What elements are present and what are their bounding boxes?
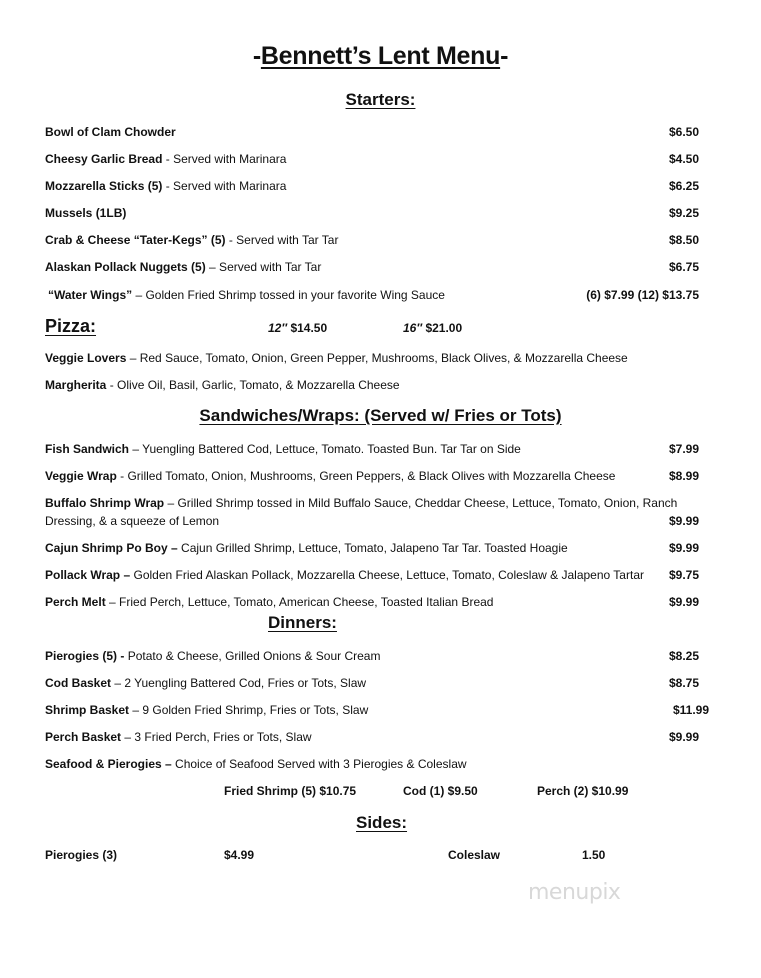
section-heading-sandwiches: Sandwiches/Wraps: (Served w/ Fries or Tots) bbox=[199, 406, 562, 425]
section-heading-dinners: Dinners: bbox=[268, 613, 337, 632]
menu-item: Mussels (1LB) bbox=[45, 206, 127, 220]
menu-item: Bowl of Clam Chowder bbox=[45, 125, 176, 139]
menu-item: Cod Basket – 2 Yuengling Battered Cod, Fries or Tots, Slaw bbox=[45, 676, 367, 690]
section-heading-pizza: Pizza: bbox=[45, 316, 97, 336]
menu-item: Alaskan Pollack Nuggets (5) – Served with Tar Tar bbox=[45, 260, 322, 274]
item-price: $11.99 bbox=[672, 703, 709, 717]
item-price: $8.75 bbox=[668, 676, 699, 690]
menu-item: Mozzarella Sticks (5) - Served with Marinara bbox=[45, 179, 287, 193]
item-price: $9.99 bbox=[668, 541, 699, 555]
menu-item: Pierogies (5) - Potato & Cheese, Grilled Onions & Sour Cream bbox=[45, 649, 381, 663]
menu-item: Pollack Wrap – Golden Fried Alaskan Pollack, Mozzarella Cheese, Lettuce, Tomato, Coleslaw & Jalapeno Tartar bbox=[45, 568, 644, 582]
section-heading-sides: Sides: bbox=[356, 813, 408, 832]
item-price: $9.99 bbox=[668, 595, 699, 609]
item-price: $8.50 bbox=[668, 233, 699, 247]
item-price: $9.25 bbox=[668, 206, 699, 220]
menu-item: Crab & Cheese “Tater-Kegs” (5) - Served with Tar Tar bbox=[45, 233, 339, 247]
menu-item: Perch Basket – 3 Fried Perch, Fries or Tots, Slaw bbox=[45, 730, 312, 744]
item-price: (6) $7.99 (12) $13.75 bbox=[586, 288, 699, 302]
menu-item: Shrimp Basket – 9 Golden Fried Shrimp, Fries or Tots, Slaw bbox=[45, 703, 369, 717]
side-item-price: 1.50 bbox=[582, 848, 606, 862]
item-price: $9.75 bbox=[668, 568, 699, 582]
seafood-option: Cod (1) $9.50 bbox=[403, 784, 478, 798]
menu-item: Margherita - Olive Oil, Basil, Garlic, Tomato, & Mozzarella Cheese bbox=[45, 378, 400, 392]
item-price: $7.99 bbox=[668, 442, 699, 456]
pizza-price-12: 12″ $14.50 bbox=[268, 321, 328, 335]
menu-item: “Water Wings” – Golden Fried Shrimp tossed in your favorite Wing Sauce bbox=[48, 288, 445, 302]
item-price: $8.99 bbox=[668, 469, 699, 483]
item-price: $9.99 bbox=[668, 730, 699, 744]
menu-item: Seafood & Pierogies – Choice of Seafood Served with 3 Pierogies & Coleslaw bbox=[45, 757, 467, 771]
pizza-price-16: 16″ $21.00 bbox=[403, 321, 463, 335]
menu-item-continued: Dressing, & a squeeze of Lemon bbox=[45, 514, 220, 528]
menu-item: Perch Melt – Fried Perch, Lettuce, Tomato, American Cheese, Toasted Italian Bread bbox=[45, 595, 494, 609]
item-price: $9.99 bbox=[668, 514, 699, 528]
menu-item: Veggie Wrap - Grilled Tomato, Onion, Mushrooms, Green Peppers, & Black Olives with Mozzarella Cheese bbox=[45, 469, 616, 483]
seafood-option: Fried Shrimp (5) $10.75 bbox=[224, 784, 357, 798]
menu-item: Cheesy Garlic Bread - Served with Marinara bbox=[45, 152, 287, 166]
item-price: $6.25 bbox=[668, 179, 699, 193]
menu-item: Buffalo Shrimp Wrap – Grilled Shrimp tossed in Mild Buffalo Sauce, Cheddar Cheese, Lettuce, Tomato, Onion, Ranch bbox=[45, 496, 678, 510]
menu-title: -Bennett’s Lent Menu- bbox=[252, 42, 509, 70]
side-item-price: $4.99 bbox=[224, 848, 255, 862]
menu-item: Fish Sandwich – Yuengling Battered Cod, Lettuce, Tomato. Toasted Bun. Tar Tar on Side bbox=[45, 442, 521, 456]
item-price: $6.75 bbox=[668, 260, 699, 274]
item-price: $8.25 bbox=[668, 649, 699, 663]
side-item-name: Coleslaw bbox=[448, 848, 501, 862]
menu-item: Cajun Shrimp Po Boy – Cajun Grilled Shrimp, Lettuce, Tomato, Jalapeno Tar Tar. Toasted Hoagie bbox=[45, 541, 568, 555]
item-price: $6.50 bbox=[668, 125, 699, 139]
side-item-name: Pierogies (3) bbox=[45, 848, 118, 862]
item-price: $4.50 bbox=[668, 152, 699, 166]
section-heading-starters: Starters: bbox=[345, 90, 416, 109]
watermark: menupix bbox=[528, 880, 621, 905]
menu-item: Veggie Lovers – Red Sauce, Tomato, Onion, Green Pepper, Mushrooms, Black Olives, & Mozzarella Cheese bbox=[45, 351, 628, 365]
seafood-option: Perch (2) $10.99 bbox=[537, 784, 629, 798]
